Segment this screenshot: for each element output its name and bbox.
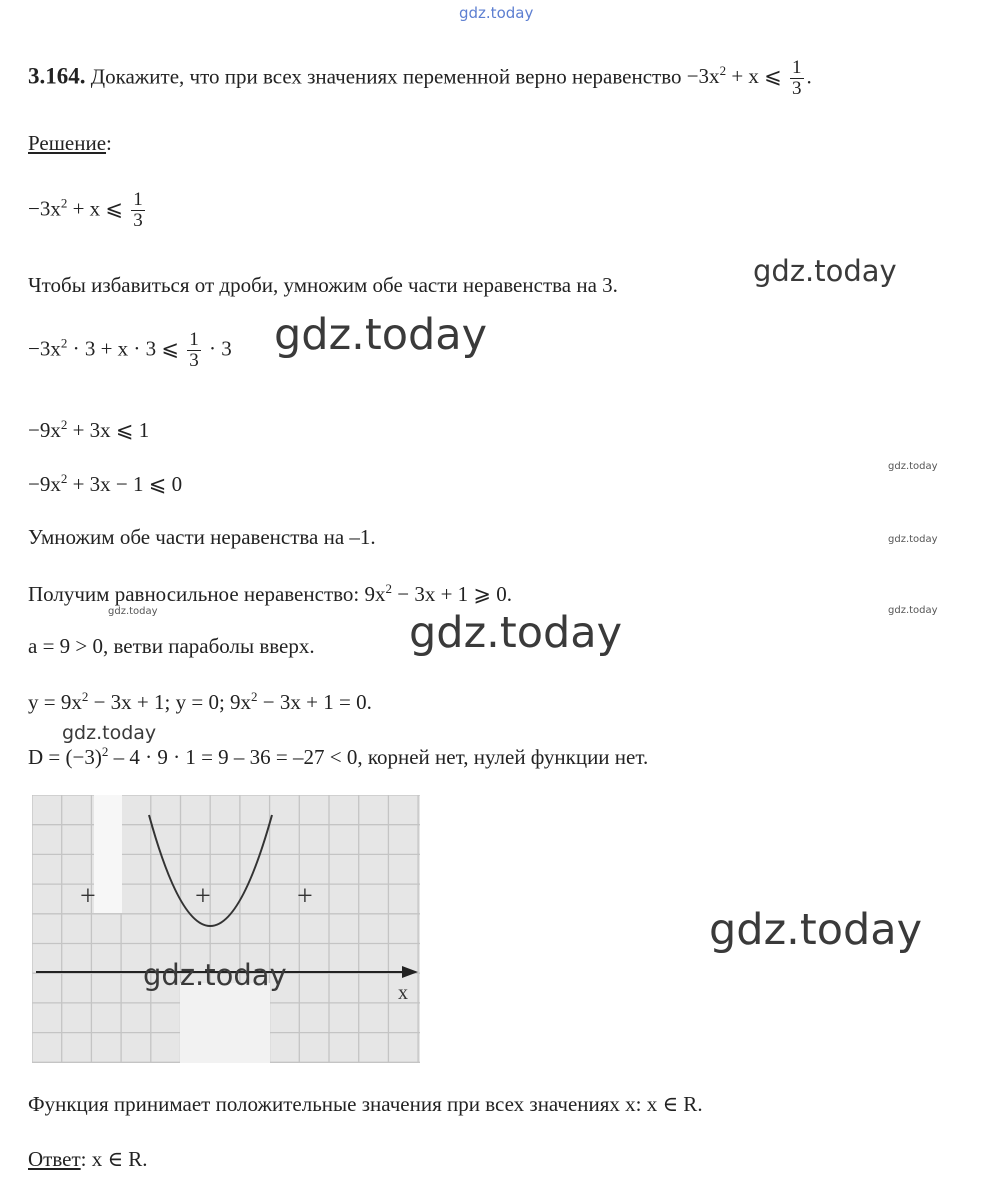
step-2: Чтобы избавиться от дроби, умножим обе части неравенства на 3. xyxy=(28,273,618,297)
problem-fraction: $\frac{1}{3}$ xyxy=(792,57,802,99)
x-axis-label: x xyxy=(398,982,408,1004)
problem-expr: $-3x^2 + x$ ⩽ xyxy=(686,63,788,89)
graph-glare-1 xyxy=(94,795,122,913)
watermark-7: gdz.today xyxy=(409,608,623,658)
watermark-3: gdz.today xyxy=(888,461,938,472)
problem-number: 3.164. xyxy=(28,63,86,89)
watermark-top: gdz.today xyxy=(459,4,534,22)
watermark-9: gdz.today xyxy=(709,905,923,955)
watermark-8: gdz.today xyxy=(62,722,157,744)
problem-text: Докажите, что при всех значениях переменной верно неравенство xyxy=(90,64,682,89)
graph-glare-2 xyxy=(180,983,270,1063)
watermark-6: gdz.today xyxy=(108,606,158,617)
step-3: $-3x^2 \cdot 3 + x \cdot 3$ ⩽ $\frac{1}{3}$ · 3 xyxy=(28,329,232,371)
step-6: Умножим обе части неравенства на –1. xyxy=(28,525,376,549)
watermark-4: gdz.today xyxy=(888,534,938,545)
step-9: $y = 9x^2 - 3x + 1$; y = 0; $9x^2 - 3x + 1 = 0$. xyxy=(28,689,372,714)
step-7: Получим равносильное неравенство: $9x^2 - 3x + 1$ ⩾ 0. xyxy=(28,581,513,606)
sign-right: + xyxy=(297,881,313,912)
answer-label: Ответ xyxy=(28,1147,81,1171)
step-5: $-9x^2 + 3x - 1$ ⩽ 0 xyxy=(28,471,183,496)
sign-left: + xyxy=(80,881,96,912)
answer-value: : x ∈ R. xyxy=(80,1147,148,1171)
problem-statement: 3.164. Докажите, что при всех значениях переменной верно неравенство $-3x^2 + x$ ⩽ $\frac{1}{3}$ . xyxy=(28,57,812,99)
sign-middle: + xyxy=(195,881,211,912)
parabola-graph-svg xyxy=(32,795,420,1063)
step-1: $-3x^2 + x$ ⩽ $\frac{1}{3}$ xyxy=(28,189,143,231)
step-10: $D = (-3)^2 - 4 \cdot 9 \cdot 1 = 9 - 36 = -27 < 0$, корней нет, нулей функции нет. xyxy=(28,744,649,769)
parabola-graph xyxy=(32,795,420,1063)
watermark-1: gdz.today xyxy=(753,254,897,288)
conclusion: Функция принимает положительные значения при всех значениях x: x ∈ R. xyxy=(28,1092,703,1116)
step-8: a = 9 > 0, ветви параболы вверх. xyxy=(28,634,315,658)
solution-heading: Решение: xyxy=(28,131,112,155)
step-4: $-9x^2 + 3x$ ⩽ 1 xyxy=(28,417,150,442)
answer xyxy=(28,1149,148,1170)
watermark-10: gdz.today xyxy=(143,958,287,992)
watermark-5: gdz.today xyxy=(888,605,938,616)
watermark-2: gdz.today xyxy=(274,310,488,360)
